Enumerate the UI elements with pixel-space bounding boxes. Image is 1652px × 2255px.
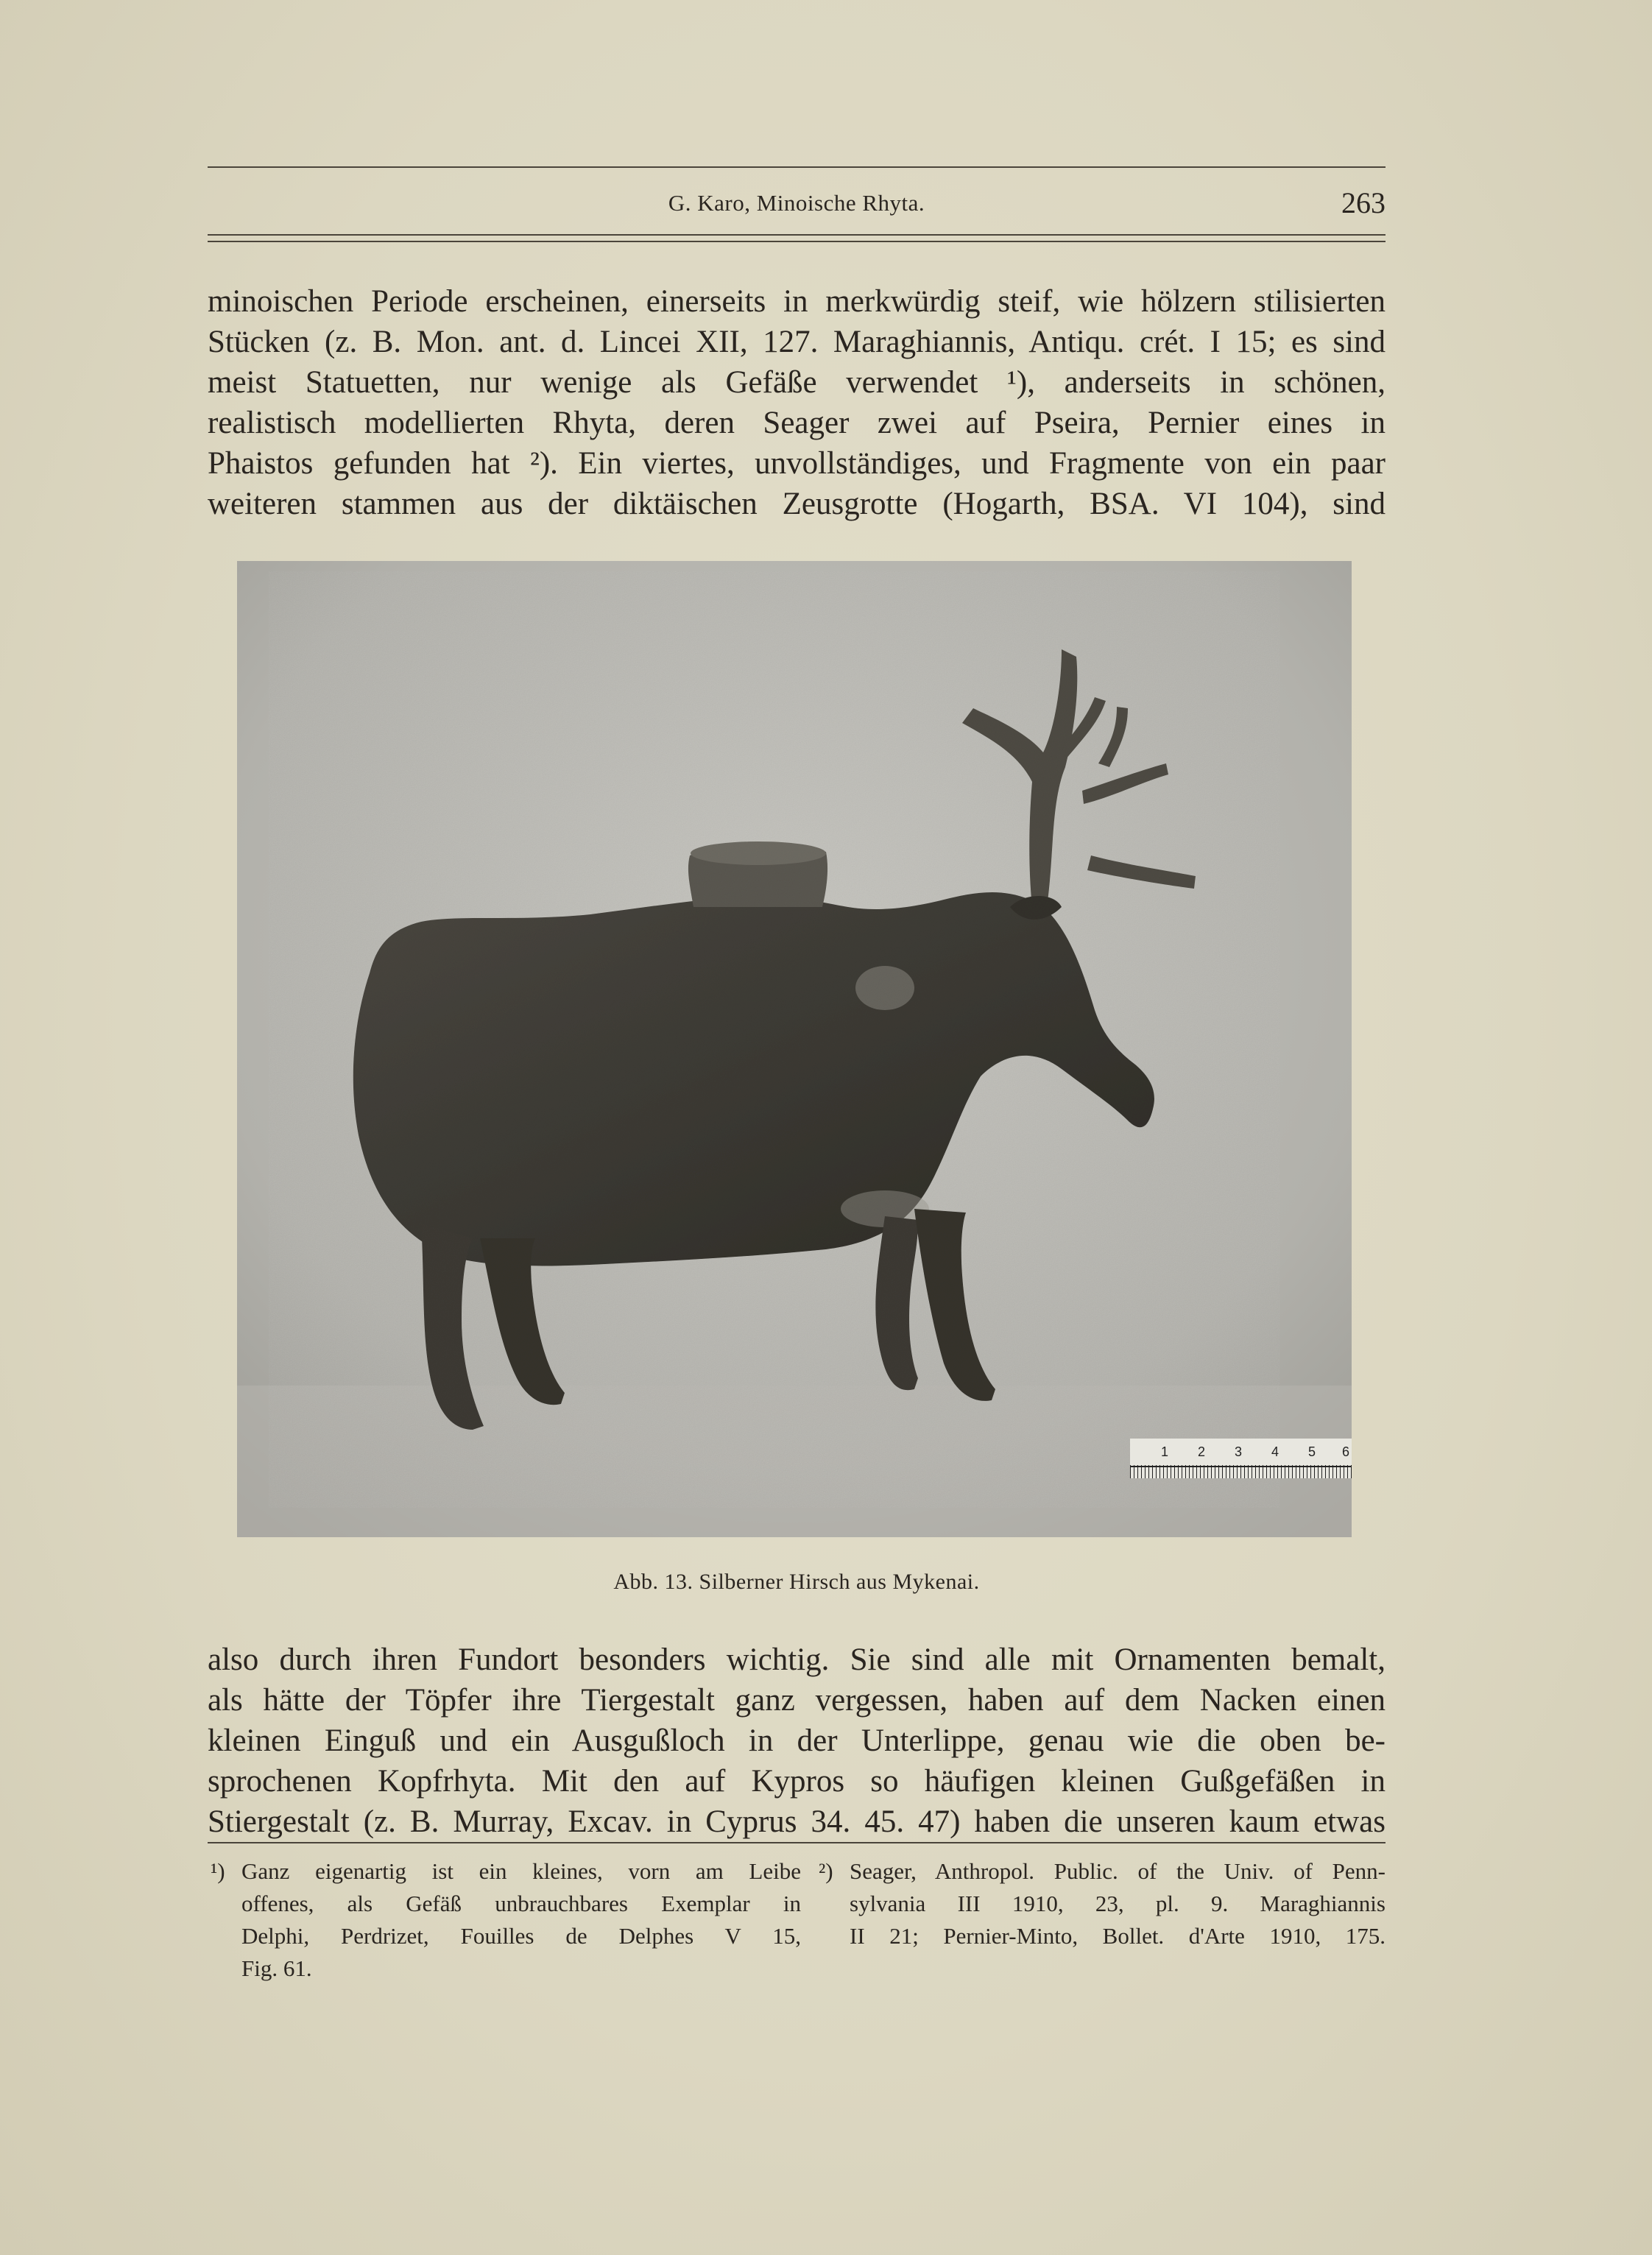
figure-caption: Abb. 13. Silberner Hirsch aus Mykenai. <box>613 1570 980 1594</box>
footnote-line: sylvania III 1910, 23, pl. 9. Maraghiannis <box>850 1891 1386 1916</box>
footnote-rule <box>208 1842 1386 1843</box>
scale-label: 5 <box>1308 1444 1316 1459</box>
footnote-mark: ¹) <box>211 1858 225 1884</box>
text-line: realistisch modellierten Rhyta, deren Seager zwei auf Pseira, Pernier eines in <box>208 406 1386 440</box>
footnote-mark: ²) <box>819 1858 833 1884</box>
paragraph-top <box>208 281 1386 524</box>
footnote-2 <box>819 1855 1386 1952</box>
footnote-line: offenes, als Gefäß unbrauchbares Exemplar in <box>241 1891 801 1916</box>
header-double-rule-upper <box>208 234 1386 236</box>
header-top-rule <box>208 166 1386 168</box>
text-line: Stücken (z. B. Mon. ant. d. Lincei XII, 127. Maraghiannis, Antiqu. crét. I 15; es sind <box>208 325 1386 359</box>
page-number: 263 <box>1341 186 1386 219</box>
deer-photograph-graphic <box>237 561 1352 1537</box>
footnote-line: Delphi, Perdrizet, Fouilles de Delphes V 15, <box>241 1923 801 1949</box>
text-line: meist Statuetten, nur wenige als Gefäße verwendet ¹), anderseits in schönen, <box>208 365 1386 400</box>
footnote-line: Ganz eigenartig ist ein kleines, vorn am Leibe <box>241 1858 801 1884</box>
scale-label: 3 <box>1235 1444 1243 1459</box>
footnote-line: Fig. 61. <box>241 1955 312 1981</box>
deer-photograph <box>237 561 1352 1537</box>
scale-label: 4 <box>1271 1444 1279 1459</box>
scale-label: 6 <box>1342 1444 1350 1459</box>
scale-label: 1 <box>1161 1444 1169 1459</box>
scale-ruler-labels <box>1130 1440 1352 1462</box>
footnote-line: II 21; Pernier-Minto, Bollet. d'Arte 1910, 175. <box>850 1923 1386 1949</box>
text-line: kleinen Einguß und ein Ausgußloch in der Unterlippe, genau wie die oben be- <box>208 1723 1386 1758</box>
text-line: als hätte der Töpfer ihre Tiergestalt ganz vergessen, haben auf dem Nacken einen <box>208 1683 1386 1718</box>
running-title: G. Karo, Minoische Rhyta. <box>668 190 925 216</box>
footnote-1 <box>211 1855 801 1985</box>
scale-label: 2 <box>1198 1444 1206 1459</box>
text-line: weiteren stammen aus der diktäischen Zeusgrotte (Hogarth, BSA. VI 104), sind <box>208 487 1386 521</box>
text-line: sprochenen Kopfrhyta. Mit den auf Kypros so häufigen kleinen Gußgefäßen in <box>208 1764 1386 1799</box>
header-double-rule-lower <box>208 241 1386 242</box>
footnote-line: Seager, Anthropol. Public. of the Univ. of Penn- <box>850 1858 1386 1884</box>
text-line: minoischen Periode erscheinen, einerseits in merkwürdig steif, wie hölzern stilisierten <box>208 284 1386 319</box>
scale-ruler-ticks <box>1130 1465 1352 1478</box>
paragraph-bottom <box>208 1640 1386 1842</box>
text-line: Phaistos gefunden hat ²). Ein viertes, unvollständiges, und Fragmente von ein paar <box>208 446 1386 481</box>
text-line: Stiergestalt (z. B. Murray, Excav. in Cyprus 34. 45. 47) haben die unseren kaum etwas <box>208 1804 1386 1839</box>
running-header <box>208 186 1386 230</box>
text-line: also durch ihren Fundort besonders wichtig. Sie sind alle mit Ornamenten bemalt, <box>208 1642 1386 1677</box>
